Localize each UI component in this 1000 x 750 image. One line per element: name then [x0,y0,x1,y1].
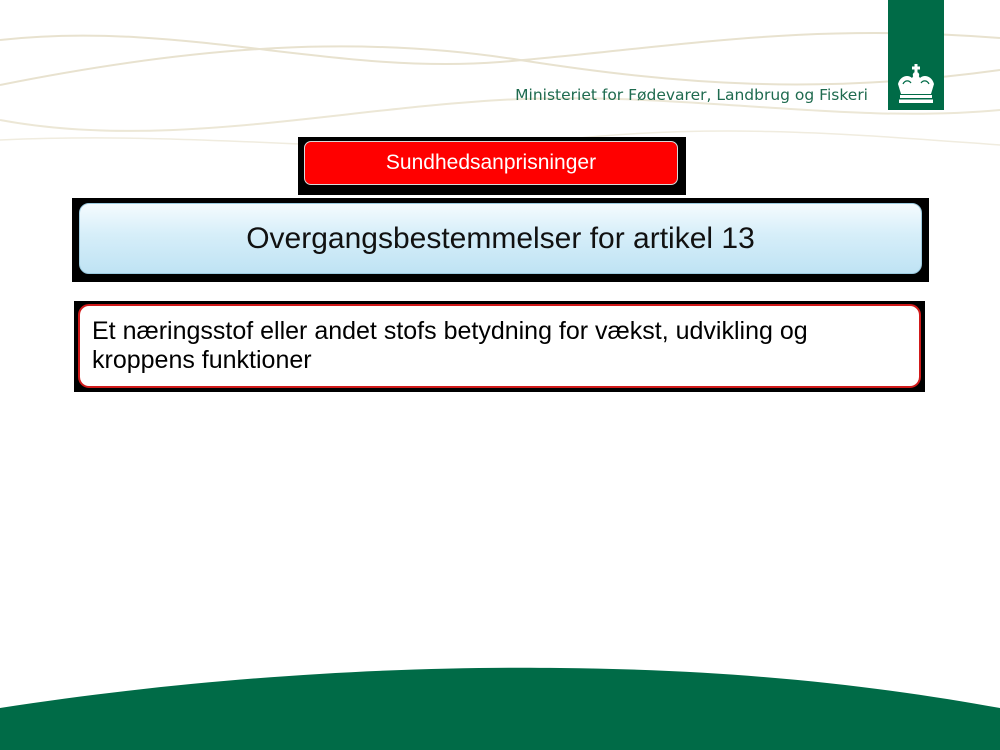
slide-title-frame [72,198,929,282]
slide-tag: Sundhedsanprisninger [304,141,678,185]
body-text-frame [74,301,925,392]
ministry-logo [888,0,944,110]
body-text: Et næringsstof eller andet stofs betydning for vækst, udvikling og kroppens funktioner [78,304,921,388]
royal-crown-icon [894,64,938,104]
ministry-name: Ministeriet for Fødevarer, Landbrug og Fiskeri [515,86,868,104]
slide-title: Overgangsbestemmelser for artikel 13 [79,203,922,274]
slide-tag-frame [298,137,686,195]
footer-green-band [0,660,1000,750]
